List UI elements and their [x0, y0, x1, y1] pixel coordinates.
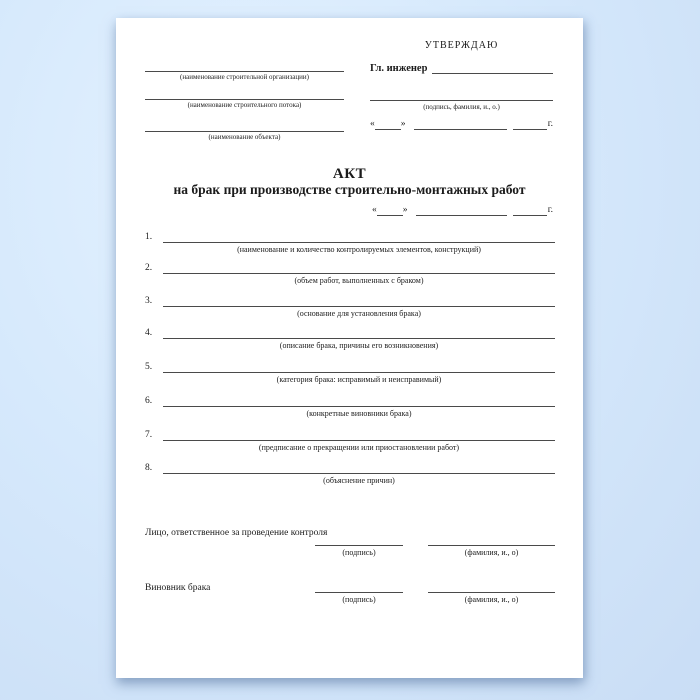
item-number: 5. — [145, 362, 153, 372]
form-item-2 — [145, 261, 555, 285]
field-caption: (наименование строительной организации) — [180, 73, 309, 81]
year-suffix: г. — [547, 205, 553, 215]
fill-in-line — [315, 580, 403, 593]
signature-caption: (подпись) — [342, 595, 376, 604]
fill-in-line — [145, 59, 344, 72]
fill-in-line — [163, 294, 555, 307]
quote-close: » — [400, 119, 406, 129]
form-item-8 — [145, 461, 555, 485]
name-caption: (фамилия, и., о) — [464, 595, 519, 604]
responsible-person-label: Лицо, ответственное за проведение контроля — [145, 528, 328, 538]
fill-in-line — [414, 119, 507, 130]
approval-date-row — [370, 119, 553, 130]
fill-in-line — [428, 580, 555, 593]
form-item-3 — [145, 294, 555, 318]
chief-engineer-row — [370, 62, 553, 74]
form-item-4 — [145, 326, 555, 350]
item-number: 3. — [145, 296, 153, 306]
flow-name-field — [145, 87, 344, 109]
quote-open: « — [372, 205, 377, 215]
item-number: 7. — [145, 430, 153, 440]
document-subtitle: на брак при производстве строительно-монтажных работ — [173, 182, 526, 197]
fill-in-line — [370, 88, 553, 101]
approve-heading: УТВЕРЖДАЮ — [424, 40, 499, 51]
item-number: 4. — [145, 328, 153, 338]
name-caption: (фамилия, и., о) — [464, 548, 519, 557]
form-item-1 — [145, 230, 555, 254]
item-caption: (категория брака: исправимый и неисправимый) — [276, 375, 442, 384]
signature-caption: (подпись) — [342, 548, 376, 557]
chief-engineer-label: Гл. инженер — [370, 63, 428, 74]
fill-in-line — [377, 205, 403, 216]
object-name-field — [145, 119, 344, 141]
fill-in-line — [163, 326, 555, 339]
document-date-row — [372, 205, 553, 216]
fill-in-line — [428, 533, 555, 546]
fill-in-line — [163, 461, 555, 474]
fill-in-line — [513, 205, 547, 216]
item-caption: (описание брака, причины его возникновения) — [279, 341, 439, 350]
item-caption: (объяснение причин) — [323, 476, 395, 485]
fill-in-line — [163, 394, 555, 407]
document-title: АКТ — [332, 166, 367, 182]
fill-in-line — [163, 360, 555, 373]
org-name-field — [145, 59, 344, 81]
fill-in-line — [375, 119, 401, 130]
document-page — [116, 18, 583, 678]
quote-close: » — [402, 205, 408, 215]
fill-in-line — [513, 119, 547, 130]
fill-in-line — [416, 205, 507, 216]
fill-in-line — [163, 261, 555, 274]
item-caption: (наименование и количество контролируемых элементов, конструкций) — [237, 245, 481, 254]
item-number: 6. — [145, 396, 153, 406]
item-number: 1. — [145, 232, 153, 242]
form-item-6 — [145, 394, 555, 418]
item-number: 2. — [145, 263, 153, 273]
item-number: 8. — [145, 463, 153, 473]
field-caption: (наименование строительного потока) — [187, 101, 302, 109]
fill-in-line — [163, 428, 555, 441]
fill-in-line — [145, 119, 344, 132]
year-suffix: г. — [547, 119, 553, 129]
fill-in-line — [315, 533, 403, 546]
fill-in-line — [163, 230, 555, 243]
fill-in-line — [145, 87, 344, 100]
quote-open: « — [370, 119, 375, 129]
fill-in-line — [432, 62, 553, 74]
form-item-7 — [145, 428, 555, 452]
item-caption: (конкретные виновники брака) — [306, 409, 412, 418]
item-caption: (объем работ, выполненных с браком) — [294, 276, 424, 285]
item-caption: (предписание о прекращении или приостановлении работ) — [258, 443, 460, 452]
item-caption: (основание для установления брака) — [297, 309, 421, 318]
defect-culprit-label: Виновник брака — [145, 583, 211, 593]
field-caption: (наименование объекта) — [208, 133, 281, 141]
signature-caption: (подпись, фамилия, и., о.) — [423, 103, 500, 111]
form-item-5 — [145, 360, 555, 384]
